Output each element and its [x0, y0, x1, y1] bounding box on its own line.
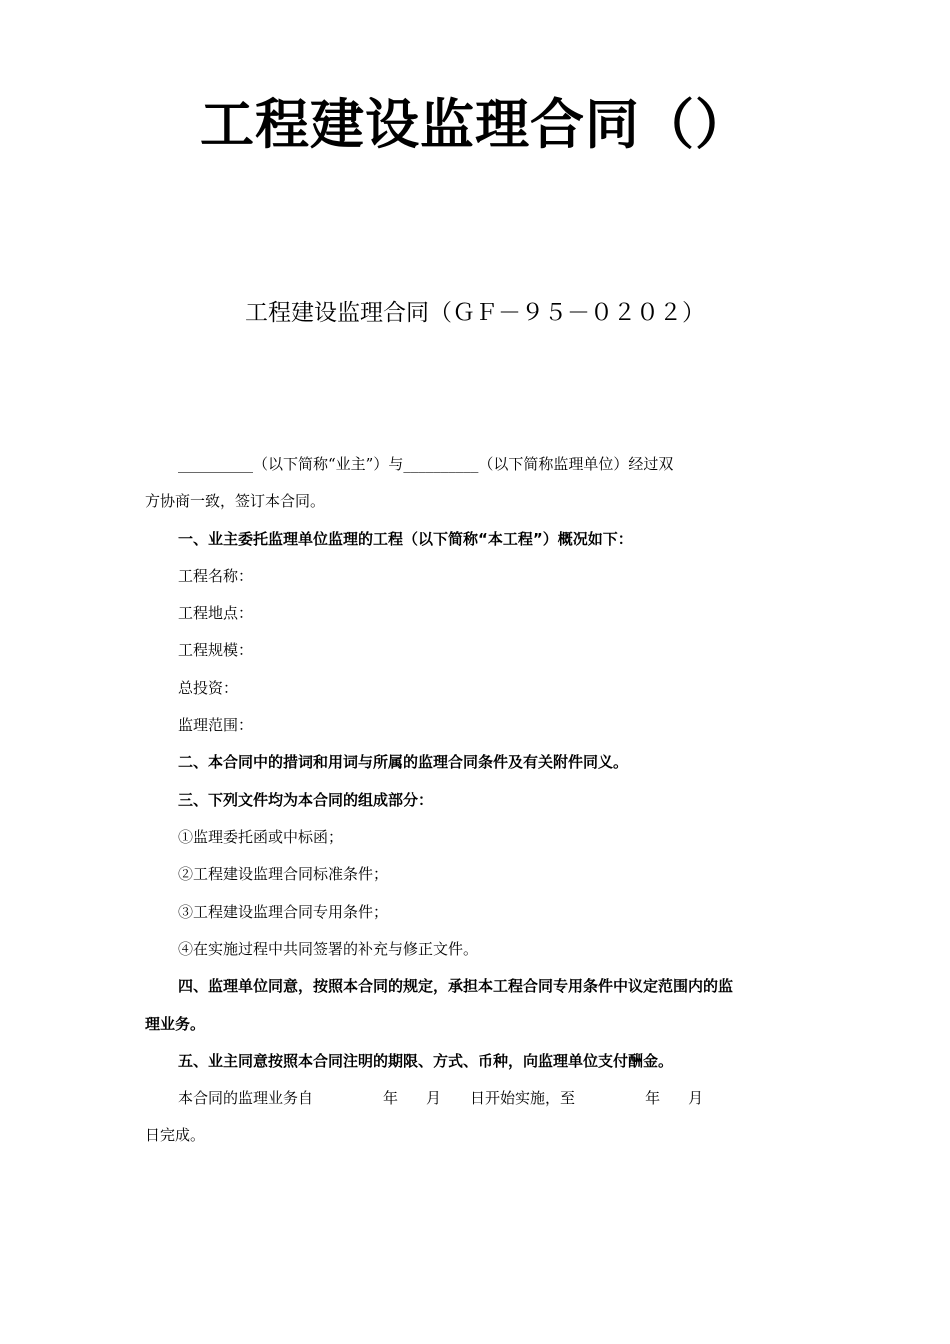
document-title: 工程建设监理合同（） [200, 93, 750, 156]
preamble-line-1: __________（以下简称“业主”）与__________（以下简称监理单位）经过双 [178, 455, 674, 473]
period-end-year: 年 [645, 1089, 661, 1107]
period-end-month: 月 [688, 1089, 704, 1107]
preamble-line-2: 方协商一致，签订本合同。 [145, 492, 326, 510]
period-start-month: 月 [426, 1089, 442, 1107]
article-4-line-2: 理业务。 [145, 1015, 206, 1033]
document-list-item: ③工程建设监理合同专用条件； [178, 903, 389, 921]
article-5-heading: 五、业主同意按照本合同注明的期限、方式、币种，向监理单位支付酬金。 [178, 1052, 674, 1070]
field-project-location: 工程地点： [178, 604, 254, 622]
field-project-scale: 工程规模： [178, 641, 254, 659]
article-1-heading: 一、业主委托监理单位监理的工程（以下简称“本工程”）概况如下： [178, 530, 633, 548]
service-period-end: 日完成。 [145, 1126, 206, 1144]
field-supervision-scope: 监理范围： [178, 716, 254, 734]
field-project-name: 工程名称： [178, 567, 254, 585]
service-period-line [178, 1088, 703, 1108]
period-prefix: 本合同的监理业务自 [178, 1089, 314, 1107]
document-list-item: ④在实施过程中共同签署的补充与修正文件。 [178, 940, 479, 958]
document-list-item: ①监理委托函或中标函； [178, 828, 344, 846]
article-4-line-1: 四、监理单位同意，按照本合同的规定，承担本工程合同专用条件中议定范围内的监 [178, 977, 734, 995]
period-mid: 日开始实施，至 [470, 1089, 576, 1107]
period-start-year: 年 [383, 1089, 399, 1107]
document-subtitle: 工程建设监理合同（ＧＦ－９５－０２０２） [245, 300, 705, 326]
document-list-item: ②工程建设监理合同标准条件； [178, 865, 389, 883]
article-3-heading: 三、下列文件均为本合同的组成部分： [178, 791, 434, 809]
field-total-investment: 总投资： [178, 679, 239, 697]
article-2-heading: 二、本合同中的措词和用词与所属的监理合同条件及有关附件同义。 [178, 753, 629, 771]
